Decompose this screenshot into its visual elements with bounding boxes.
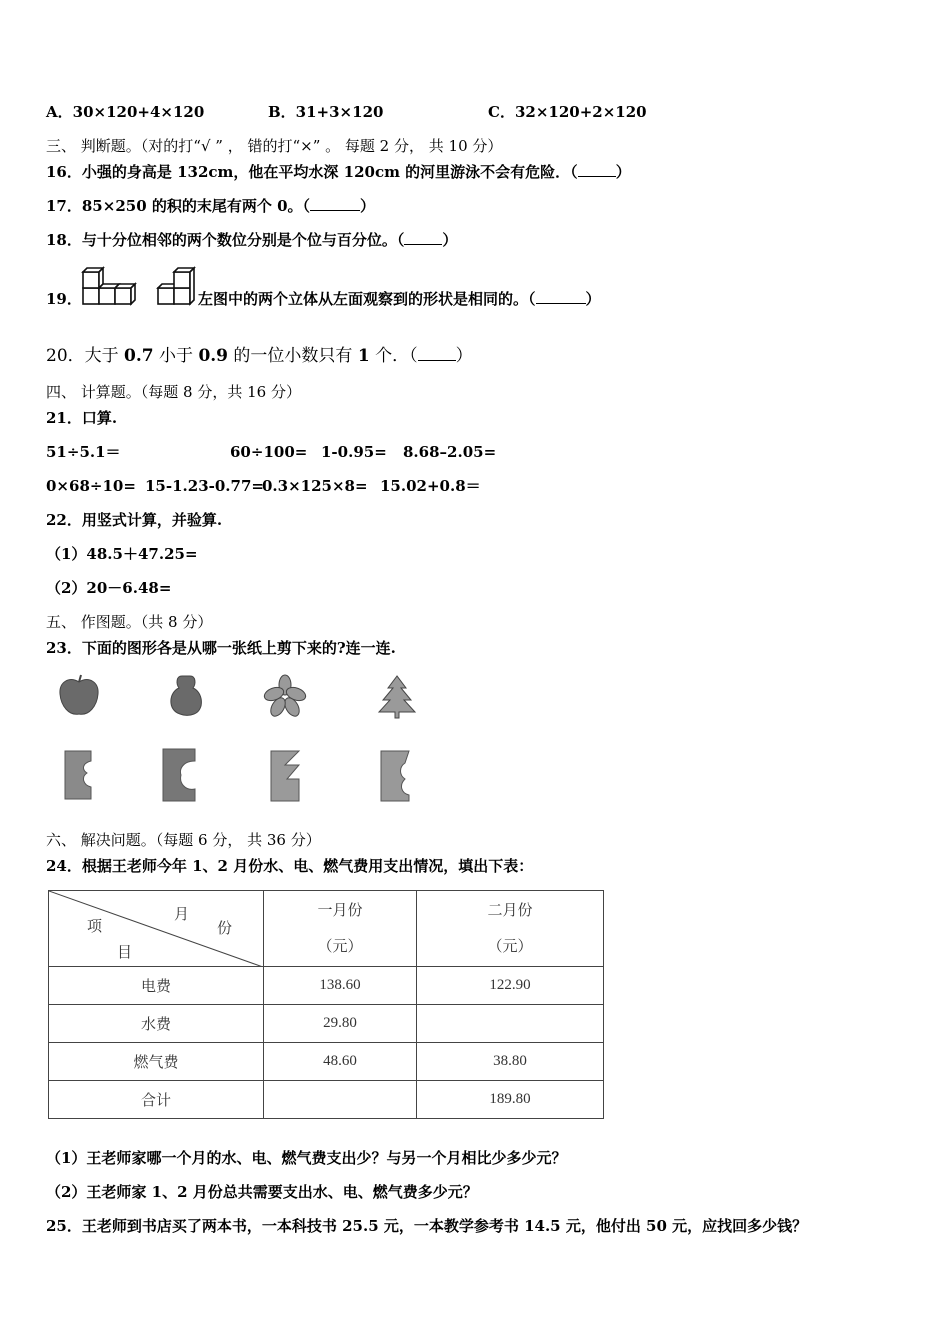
paper-2: [163, 749, 195, 801]
q20-part: 小于: [153, 346, 199, 366]
diagonal-header-cell: [49, 891, 264, 967]
q20-number: 0.7: [124, 346, 154, 366]
question-20: [46, 346, 473, 366]
row-label: 合计: [49, 1081, 264, 1119]
header-mu: 目: [117, 945, 133, 961]
cube-figures: [80, 264, 200, 310]
jan-label: 一月份: [317, 902, 363, 919]
jan-value: 29.80: [264, 1005, 417, 1043]
row-label: 电费: [49, 967, 264, 1005]
close-paren: ）: [360, 197, 376, 215]
row-label: 水费: [49, 1005, 264, 1043]
header-xiang: 项: [87, 919, 103, 935]
calc-item: 60÷100=: [230, 443, 308, 461]
gourd-shape: [171, 676, 202, 716]
section6-title: 六、 解决问题。（每题 6 分， 共 36 分）: [46, 831, 321, 849]
header-feb: [417, 891, 604, 967]
q24-part2: （2）王老师家 1、2 月份总共需要支出水、电、燃气费多少元？: [46, 1183, 478, 1201]
calc-item: 8.68–2.05=: [403, 443, 497, 461]
paper-4: [381, 751, 409, 801]
close-paren: ）: [455, 346, 473, 366]
table-row: [49, 1081, 604, 1119]
q16-text: 16．小强的身高是 132cm，他在平均水深 120cm 的河里游泳不会有危险．（: [46, 163, 578, 181]
header-month: 月: [174, 907, 190, 923]
calc-item: 15.02+0.8＝: [380, 477, 481, 495]
q18-text: 18．与十分位相邻的两个数位分别是个位与百分位。（: [46, 231, 405, 249]
paper-shapes: [55, 745, 435, 807]
table-row: [49, 1043, 604, 1081]
jan-value: 138.60: [264, 967, 417, 1005]
question-18: [46, 230, 457, 250]
q17-text: 17．85×250 的积的末尾有两个 0。（: [46, 197, 311, 215]
calc-item: 15-1.23-0.77=: [145, 477, 264, 495]
close-paren: ）: [585, 290, 601, 308]
section4-title: 四、 计算题。（每题 8 分，共 16 分）: [46, 383, 301, 401]
calc-item: 0.3×125×8=: [262, 477, 368, 495]
q22-part2: （2）20－6.48=: [46, 579, 172, 597]
option-c: C．32×120+2×120: [488, 103, 647, 121]
calc-item: 51÷5.1＝: [46, 443, 121, 461]
row-label: 燃气费: [49, 1043, 264, 1081]
section5-title: 五、 作图题。（共 8 分）: [46, 613, 213, 631]
close-paren: ）: [615, 163, 631, 181]
q20-number: 1: [357, 346, 370, 366]
q19-text: 左图中的两个立体从左面观察到的形状是相同的。（: [198, 290, 536, 308]
jan-value: 48.60: [264, 1043, 417, 1081]
expense-table: [48, 890, 604, 1119]
q20-number: 0.9: [198, 346, 229, 366]
paper-1: [65, 751, 91, 799]
header-fen: 份: [217, 921, 233, 937]
calc-item: 0×68÷10=: [46, 477, 136, 495]
q23-title: 23．下面的图形各是从哪一张纸上剪下来的?连一连.: [46, 639, 396, 657]
header-jan: [264, 891, 417, 967]
q22-title: 22．用竖式计算，并验算.: [46, 511, 223, 529]
unit-label: （元）: [487, 938, 533, 955]
answer-blank: [578, 164, 616, 177]
question-19: [198, 289, 601, 309]
option-b: B．31+3×120: [268, 103, 384, 121]
paper-3: [271, 751, 299, 801]
unit-label: （元）: [317, 938, 363, 955]
flower-shape: [263, 675, 308, 719]
feb-value: [417, 1005, 604, 1043]
table-row: [49, 967, 604, 1005]
q19-number: 19．: [46, 290, 82, 308]
question-25: 25．王老师到书店买了两本书，一本科技书 25.5 元，一本教学参考书 14.5 元，他付出 50 元，应找回多少钱？: [46, 1217, 808, 1235]
answer-blank: [536, 291, 586, 304]
feb-value: 38.80: [417, 1043, 604, 1081]
answer-blank: [404, 232, 442, 245]
jan-value: [264, 1081, 417, 1119]
option-a: A．30×120+4×120: [46, 103, 205, 121]
q24-part1: （1）王老师家哪一个月的水、电、燃气费支出少？与另一个月相比少多少元？: [46, 1149, 567, 1167]
feb-value: 122.90: [417, 967, 604, 1005]
q20-part: 的一位小数只有: [228, 346, 358, 366]
q20-part: 个．（: [369, 346, 418, 366]
q20-part: 20．大于: [46, 346, 125, 366]
calc-item: 1-0.95=: [321, 443, 387, 461]
close-paren: ）: [442, 231, 458, 249]
q22-part1: （1）48.5＋47.25=: [46, 545, 198, 563]
table-row: [49, 1005, 604, 1043]
section3-title: 三、 判断题。（对的打“√ ” ， 错的打“×” 。 每题 2 分， 共 10 分）: [46, 137, 503, 155]
tree-shape: [379, 676, 415, 718]
q21-title: 21．口算.: [46, 409, 118, 427]
answer-blank: [418, 348, 456, 361]
cutout-shapes: [55, 672, 435, 722]
feb-value: 189.80: [417, 1081, 604, 1119]
q24-title: 24．根据王老师今年 1、2 月份水、电、燃气费用支出情况，填出下表：: [46, 857, 534, 875]
answer-blank: [310, 198, 360, 211]
question-17: [46, 196, 375, 216]
question-16: [46, 162, 631, 182]
apple-shape: [60, 680, 98, 715]
feb-label: 二月份: [487, 902, 533, 919]
